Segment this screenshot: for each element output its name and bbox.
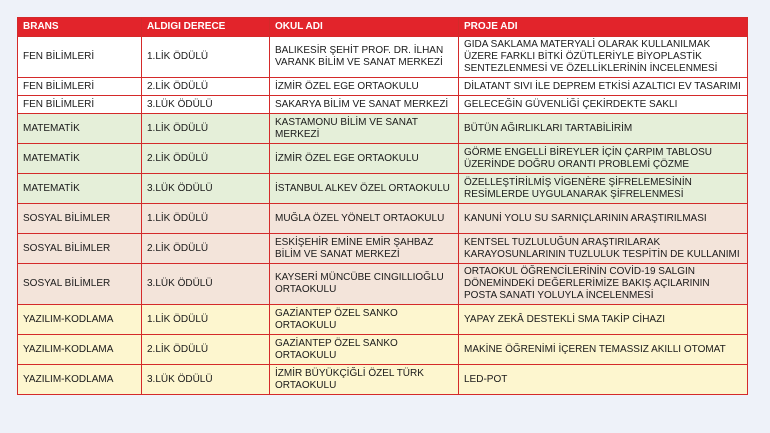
- cell-brans: FEN BİLİMLERİ: [18, 78, 142, 96]
- header-proje: PROJE ADI: [459, 18, 748, 37]
- cell-okul: MUĞLA ÖZEL YÖNELT ORTAOKULU: [270, 204, 459, 234]
- table-row: [18, 114, 748, 144]
- table-row: [18, 365, 748, 395]
- cell-derece: 2.LİK ÖDÜLÜ: [142, 78, 270, 96]
- cell-brans: SOSYAL BİLİMLER: [18, 204, 142, 234]
- cell-okul: İZMİR ÖZEL EGE ORTAOKULU: [270, 78, 459, 96]
- cell-proje: KENTSEL TUZLULUĞUN ARAŞTIRILARAK KARAYOSUNLARININ TUZLULUK TESPİTİN DE KULLANIMI: [459, 234, 748, 264]
- table-row: [18, 335, 748, 365]
- awards-table: [17, 17, 748, 395]
- cell-proje: DİLATANT SIVI İLE DEPREM ETKİSİ AZALTICI EV TASARIMI: [459, 78, 748, 96]
- cell-okul: KAYSERİ MÜNCÜBE CINGILLIOĞLU ORTAOKULU: [270, 264, 459, 305]
- cell-proje: GELECEĞİN GÜVENLİĞİ ÇEKİRDEKTE SAKLI: [459, 96, 748, 114]
- cell-proje: ORTAOKUL ÖĞRENCİLERİNİN COVİD-19 SALGIN DÖNEMİNDEKİ DEĞERLERİMİZE BAKIŞ AÇILARININ POSTA SANATI YOLUYLA İNCELENMESİ: [459, 264, 748, 305]
- table-header-row: [18, 18, 748, 37]
- header-brans: BRANS: [18, 18, 142, 37]
- cell-brans: FEN BİLİMLERİ: [18, 96, 142, 114]
- cell-derece: 2.LİK ÖDÜLÜ: [142, 335, 270, 365]
- cell-brans: YAZILIM-KODLAMA: [18, 335, 142, 365]
- cell-brans: MATEMATİK: [18, 144, 142, 174]
- header-okul: OKUL ADI: [270, 18, 459, 37]
- cell-derece: 3.LÜK ÖDÜLÜ: [142, 96, 270, 114]
- cell-proje: LED-POT: [459, 365, 748, 395]
- cell-okul: İZMİR BÜYÜKÇİĞLİ ÖZEL TÜRK ORTAOKULU: [270, 365, 459, 395]
- cell-brans: MATEMATİK: [18, 174, 142, 204]
- cell-derece: 3.LÜK ÖDÜLÜ: [142, 365, 270, 395]
- cell-derece: 1.LİK ÖDÜLÜ: [142, 37, 270, 78]
- table-row: [18, 305, 748, 335]
- table-row: [18, 78, 748, 96]
- header-derece: ALDIGI DERECE: [142, 18, 270, 37]
- table-row: [18, 144, 748, 174]
- cell-okul: İSTANBUL ALKEV ÖZEL ORTAOKULU: [270, 174, 459, 204]
- table-row: [18, 234, 748, 264]
- table-row: [18, 204, 748, 234]
- cell-proje: MAKİNE ÖĞRENİMİ İÇEREN TEMASSIZ AKILLI OTOMAT: [459, 335, 748, 365]
- cell-okul: GAZİANTEP ÖZEL SANKO ORTAOKULU: [270, 335, 459, 365]
- cell-okul: KASTAMONU BİLİM VE SANAT MERKEZİ: [270, 114, 459, 144]
- cell-proje: YAPAY ZEKÂ DESTEKLİ SMA TAKİP CİHAZI: [459, 305, 748, 335]
- cell-brans: YAZILIM-KODLAMA: [18, 305, 142, 335]
- cell-brans: SOSYAL BİLİMLER: [18, 264, 142, 305]
- cell-derece: 3.LÜK ÖDÜLÜ: [142, 174, 270, 204]
- table-row: [18, 96, 748, 114]
- cell-okul: GAZİANTEP ÖZEL SANKO ORTAOKULU: [270, 305, 459, 335]
- cell-proje: GÖRME ENGELLİ BİREYLER İÇİN ÇARPIM TABLOSU ÜZERİNDE DOĞRU ORANTI PROBLEMİ ÇÖZME: [459, 144, 748, 174]
- cell-brans: SOSYAL BİLİMLER: [18, 234, 142, 264]
- cell-proje: ÖZELLEŞTİRİLMİŞ VİGENÈRE ŞİFRELEMESİNİN RESİMLERDE UYGULANARAK ŞİFRELENMESİ: [459, 174, 748, 204]
- table-row: [18, 37, 748, 78]
- table-row: [18, 174, 748, 204]
- cell-derece: 1.LİK ÖDÜLÜ: [142, 204, 270, 234]
- cell-derece: 2.LİK ÖDÜLÜ: [142, 234, 270, 264]
- cell-brans: MATEMATİK: [18, 114, 142, 144]
- cell-derece: 1.LİK ÖDÜLÜ: [142, 305, 270, 335]
- cell-derece: 2.LİK ÖDÜLÜ: [142, 144, 270, 174]
- cell-derece: 3.LÜK ÖDÜLÜ: [142, 264, 270, 305]
- cell-okul: İZMİR ÖZEL EGE ORTAOKULU: [270, 144, 459, 174]
- cell-proje: GIDA SAKLAMA MATERYALİ OLARAK KULLANILMAK ÜZERE FARKLI BİTKİ ÖZÜTLERİYLE BİYOPLASTİK SENTEZLENMESİ VE ÖZELLİKLERİNİN İNCELENMESİ: [459, 37, 748, 78]
- cell-derece: 1.LİK ÖDÜLÜ: [142, 114, 270, 144]
- cell-brans: YAZILIM-KODLAMA: [18, 365, 142, 395]
- cell-okul: BALIKESİR ŞEHİT PROF. DR. İLHAN VARANK BİLİM VE SANAT MERKEZİ: [270, 37, 459, 78]
- cell-proje: BÜTÜN AĞIRLIKLARI TARTABİLİRİM: [459, 114, 748, 144]
- cell-brans: FEN BİLİMLERİ: [18, 37, 142, 78]
- cell-okul: ESKİŞEHİR EMİNE EMİR ŞAHBAZ BİLİM VE SANAT MERKEZİ: [270, 234, 459, 264]
- awards-table-container: [17, 17, 747, 395]
- table-row: [18, 264, 748, 305]
- cell-proje: KANUNİ YOLU SU SARNIÇLARININ ARAŞTIRILMASI: [459, 204, 748, 234]
- cell-okul: SAKARYA BİLİM VE SANAT MERKEZİ: [270, 96, 459, 114]
